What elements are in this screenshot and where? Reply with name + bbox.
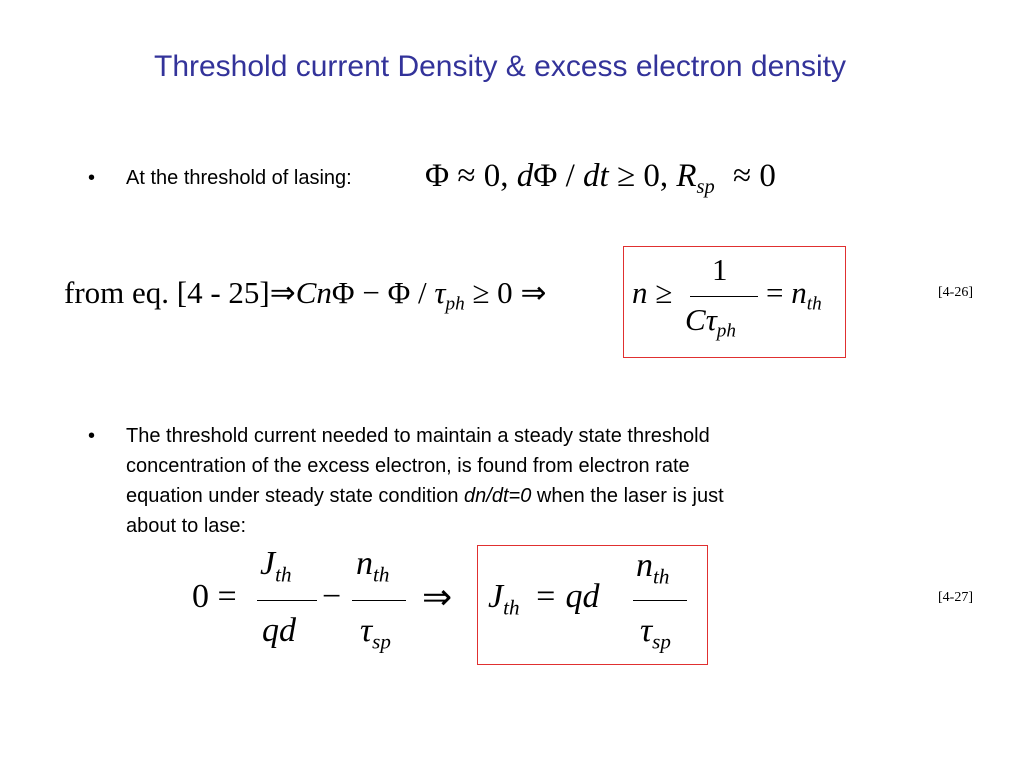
sp-subscript: sp xyxy=(652,629,671,654)
tau-symbol: τ xyxy=(360,612,373,649)
j-symbol: J xyxy=(488,578,504,615)
th-subscript: th xyxy=(503,595,520,620)
ph-subscript: ph xyxy=(716,320,736,342)
equation-4-26-left xyxy=(64,275,547,315)
d-symbol: d xyxy=(516,158,534,194)
cn-symbol: Cn xyxy=(295,275,332,310)
zero-equals: 0 = xyxy=(192,578,237,615)
j-symbol: J xyxy=(260,545,276,582)
equals-qd: = qd xyxy=(534,578,600,615)
bullet-marker: • xyxy=(88,167,96,189)
bullet-line: The threshold current needed to maintain a steady state threshold xyxy=(126,425,710,447)
th-subscript: th xyxy=(275,562,292,587)
geq-symbol: ≥ xyxy=(647,275,673,310)
geq-zero: ≥ 0, xyxy=(616,158,669,194)
approx-zero: ≈ 0, xyxy=(457,158,509,194)
bullet-line: about to lase: xyxy=(126,515,247,537)
jth-numerator xyxy=(260,545,292,587)
fraction-denominator xyxy=(685,302,736,342)
nth-numerator xyxy=(636,547,670,589)
implies-arrow: ⇒ xyxy=(520,275,547,310)
implies-arrow: ⇒ xyxy=(269,275,296,310)
phi-symbol: Φ xyxy=(533,158,558,194)
equals-nth xyxy=(766,275,822,315)
threshold-conditions-equation xyxy=(425,158,776,199)
n-symbol: n xyxy=(791,275,807,310)
n-symbol: n xyxy=(356,545,373,582)
tau-symbol: τ xyxy=(434,275,446,310)
phi-symbol: Φ xyxy=(425,158,450,194)
jth-equals-qd xyxy=(488,578,600,620)
th-subscript: th xyxy=(653,564,670,589)
qd-denominator: qd xyxy=(262,612,296,649)
equals-sign: = xyxy=(766,275,784,310)
tau-symbol: τ xyxy=(705,302,717,337)
th-subscript: th xyxy=(806,293,822,315)
bullet-text: At the threshold of lasing: xyxy=(126,167,352,189)
bullet-line-text: equation under steady state condition xyxy=(126,485,465,507)
phi-symbol: Φ xyxy=(331,275,355,310)
th-subscript: th xyxy=(373,562,390,587)
slide-title: Threshold current Density & excess electron density xyxy=(154,50,846,83)
tau-symbol: τ xyxy=(640,612,653,649)
from-eq-text: from eq. [4 - 25] xyxy=(64,275,270,310)
bullet-marker: • xyxy=(88,425,96,447)
equation-label-4-26: [4-26] xyxy=(938,285,973,300)
dt-symbol: dt xyxy=(583,158,609,194)
fraction-bar xyxy=(352,600,406,601)
fraction-bar xyxy=(633,600,687,601)
fraction-bar xyxy=(690,296,758,297)
sp-subscript: sp xyxy=(696,176,715,199)
equation-label-4-27: [4-27] xyxy=(938,590,973,605)
bullet-line: concentration of the excess electron, is found from electron rate xyxy=(126,455,690,477)
n-symbol: n xyxy=(632,275,648,310)
tau-sp-denominator xyxy=(640,612,671,654)
nth-numerator xyxy=(356,545,390,587)
sp-subscript: sp xyxy=(372,629,391,654)
approx-zero: ≈ 0 xyxy=(732,158,776,194)
steady-state-condition: dn/dt=0 xyxy=(464,485,532,507)
minus-phi-slash: − Φ / xyxy=(354,275,427,310)
slash-symbol: / xyxy=(565,158,575,194)
fraction-bar xyxy=(257,600,317,601)
c-symbol: C xyxy=(685,302,706,337)
n-symbol: n xyxy=(636,547,653,584)
geq-zero: ≥ 0 xyxy=(464,275,513,310)
n-geq xyxy=(632,275,672,311)
bullet-line-text: when the laser is just xyxy=(531,485,724,507)
bullet-line xyxy=(126,481,724,511)
minus-sign: − xyxy=(322,578,342,615)
implies-arrow: ⇒ xyxy=(422,577,453,617)
fraction-numerator: 1 xyxy=(712,252,728,287)
r-symbol: R xyxy=(676,158,697,194)
tau-sp-denominator xyxy=(360,612,391,654)
ph-subscript: ph xyxy=(445,293,465,315)
